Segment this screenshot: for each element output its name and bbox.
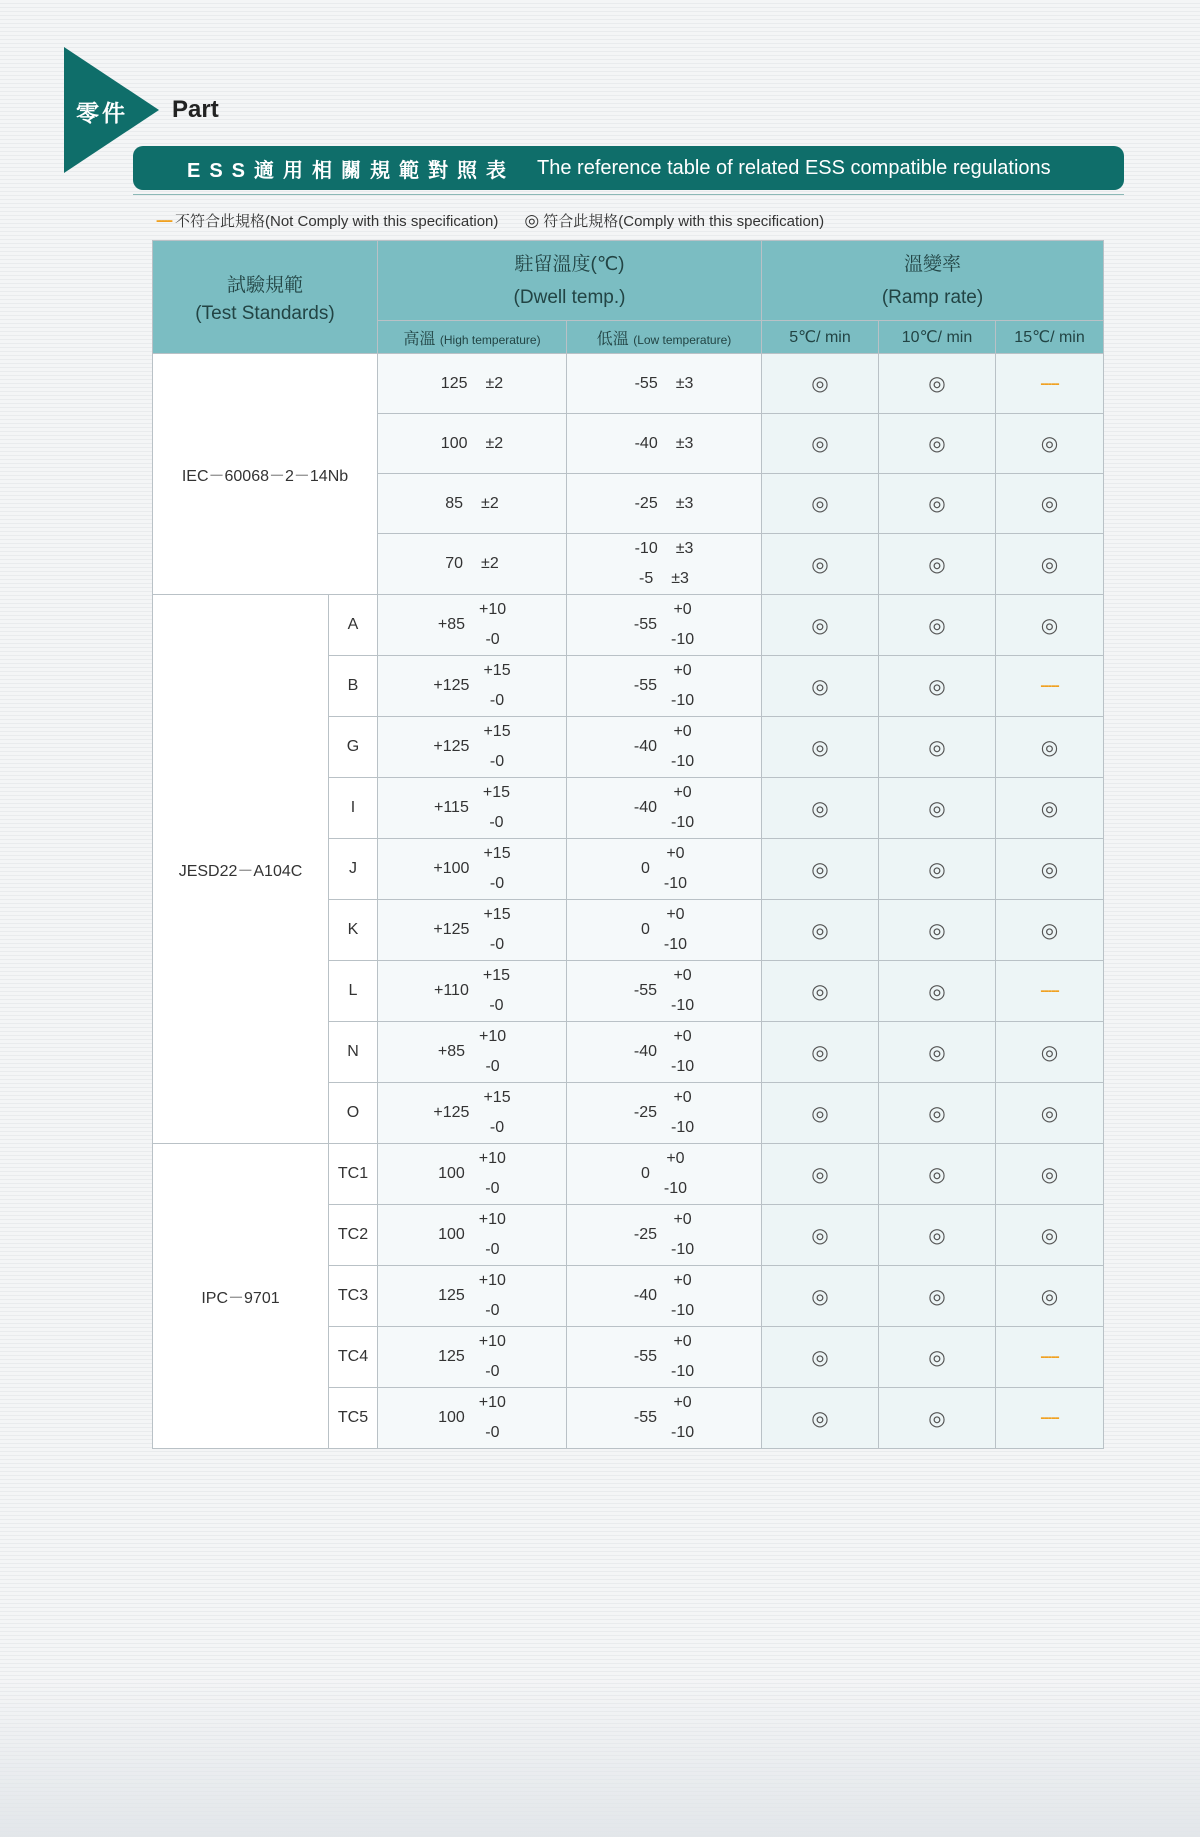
comply-circle-icon: ◎: [811, 1041, 829, 1064]
high-temp-cell: +125 +15 -0: [378, 717, 567, 778]
rate-5-cell: [762, 961, 879, 1022]
not-comply-dash-icon: -----: [1040, 374, 1059, 391]
rate-5-cell: [762, 839, 879, 900]
header-high-temp: 高溫 (High temperature): [378, 321, 567, 354]
condition-code: K: [329, 900, 378, 961]
rate-5-cell: [762, 595, 879, 656]
header-rate-10: 10℃/ min: [879, 321, 996, 354]
rate-15-cell: [996, 778, 1104, 839]
comply-circle-icon: ◎: [811, 1163, 829, 1186]
rate-15-cell: [996, 1144, 1104, 1205]
rate-15-cell: [996, 1388, 1104, 1449]
comply-circle-icon: ◎: [1040, 1102, 1059, 1125]
not-comply-dash-icon: -----: [1040, 677, 1059, 693]
high-temp-cell: +100 +15 -0: [378, 839, 567, 900]
condition-code: B: [329, 656, 378, 717]
low-temp-cell: 0 +0 -10: [567, 900, 762, 961]
high-temp-cell: 100 +10 -0: [378, 1388, 567, 1449]
part-label-en: Part: [172, 96, 219, 123]
high-temp-cell: 125 +10 -0: [378, 1266, 567, 1327]
rate-10-cell: [879, 961, 996, 1022]
condition-code: TC2: [329, 1205, 378, 1266]
legend-not-comply: 不符合此規格(Not Comply with this specification): [174, 213, 499, 230]
low-temp-cell: -40 +0 -10: [567, 1022, 762, 1083]
not-comply-dash-icon: -----: [1040, 1348, 1059, 1364]
comply-circle-icon: ◎: [1040, 797, 1059, 820]
low-temp-cell: -25 ±3: [567, 474, 762, 534]
rate-10-cell: [879, 595, 996, 656]
condition-code: G: [329, 717, 378, 778]
rate-5-cell: [762, 354, 879, 414]
banner-divider: [133, 194, 1124, 195]
comply-circle-icon: ◎: [811, 980, 829, 1003]
comply-circle-icon: ◎: [1040, 1163, 1059, 1186]
high-temp-cell: 100 ±2: [378, 414, 567, 474]
rate-10-cell: [879, 1144, 996, 1205]
high-temp-cell: 70 ±2: [378, 534, 567, 595]
comply-circle-icon: ◎: [1040, 736, 1059, 759]
condition-code: L: [329, 961, 378, 1022]
rate-5-cell: [762, 1083, 879, 1144]
comply-circle-icon: ◎: [811, 1102, 829, 1125]
header-low-temp: 低溫 (Low temperature): [567, 321, 762, 354]
rate-5-cell: [762, 1388, 879, 1449]
low-temp-cell: -55 +0 -10: [567, 595, 762, 656]
comply-circle-icon: ◎: [811, 614, 829, 637]
high-temp-cell: +125 +15 -0: [378, 900, 567, 961]
high-temp-cell: +85 +10 -0: [378, 1022, 567, 1083]
rate-15-cell: [996, 534, 1104, 595]
table-row: [153, 1144, 1104, 1205]
comply-circle-icon: ◎: [811, 493, 829, 515]
comply-circle-icon: ◎: [928, 858, 946, 881]
comply-circle-icon: ◎: [928, 1224, 946, 1247]
rate-15-cell: [996, 1327, 1104, 1388]
comply-circle-icon: ◎: [928, 675, 946, 698]
legend-comply: 符合此規格(Comply with this specification): [543, 213, 825, 230]
comply-circle-icon: ◎: [928, 1163, 946, 1186]
low-temp-cell: 0 +0 -10: [567, 839, 762, 900]
title-banner: [133, 146, 1124, 190]
comply-circle-icon: ◎: [928, 919, 946, 942]
comply-circle-icon: ◎: [811, 797, 829, 820]
comply-circle-icon: ◎: [811, 1407, 829, 1430]
low-temp-cell: -55 ±3: [567, 354, 762, 414]
low-temp-cell: -55 +0 -10: [567, 961, 762, 1022]
rate-15-cell: [996, 656, 1104, 717]
low-temp-cell: 0 +0 -10: [567, 1144, 762, 1205]
condition-code: TC1: [329, 1144, 378, 1205]
rate-5-cell: [762, 534, 879, 595]
comply-circle-icon: ◎: [1040, 1224, 1059, 1247]
not-comply-dash-icon: -----: [1040, 1409, 1059, 1425]
rate-15-cell: [996, 839, 1104, 900]
comply-circle-icon: ◎: [1040, 553, 1059, 576]
comply-circle-icon: ◎: [1040, 1041, 1059, 1064]
comply-circle-icon: ◎: [928, 1102, 946, 1125]
comply-circle-icon: ◎: [811, 553, 829, 576]
banner-title-en: The reference table of related ESS compatible regulations: [537, 156, 1051, 179]
rate-5-cell: [762, 1266, 879, 1327]
header-dwell-temp: 駐留溫度(℃) (Dwell temp.): [378, 241, 762, 321]
rate-10-cell: [879, 1083, 996, 1144]
rate-10-cell: [879, 656, 996, 717]
comply-circle-icon: ◎: [928, 553, 946, 576]
rate-15-cell: [996, 1022, 1104, 1083]
rate-5-cell: [762, 1144, 879, 1205]
condition-code: I: [329, 778, 378, 839]
low-temp-cell: -55 +0 -10: [567, 1327, 762, 1388]
low-temp-cell: -40 +0 -10: [567, 778, 762, 839]
not-comply-dash-icon: -----: [1040, 982, 1059, 998]
rate-15-cell: [996, 1083, 1104, 1144]
rate-10-cell: [879, 414, 996, 474]
low-temp-cell: -40 +0 -10: [567, 1266, 762, 1327]
condition-code: TC3: [329, 1266, 378, 1327]
standard-jesd: JESD22－A104C: [153, 595, 329, 1144]
rate-5-cell: [762, 778, 879, 839]
high-temp-cell: +115 +15 -0: [378, 778, 567, 839]
comply-circle-icon: ◎: [928, 797, 946, 820]
rate-10-cell: [879, 1327, 996, 1388]
rate-15-cell: [996, 595, 1104, 656]
rate-5-cell: [762, 900, 879, 961]
high-temp-cell: +110 +15 -0: [378, 961, 567, 1022]
rate-5-cell: [762, 474, 879, 534]
comply-circle-icon: ◎: [811, 858, 829, 881]
low-temp-cell: -25 +0 -10: [567, 1205, 762, 1266]
comply-circle-icon: ◎: [928, 1407, 946, 1430]
legend: [156, 210, 824, 231]
high-temp-cell: 125 ±2: [378, 354, 567, 414]
rate-10-cell: [879, 534, 996, 595]
low-temp-cell: -40 +0 -10: [567, 717, 762, 778]
low-temp-cell: -55 +0 -10: [567, 656, 762, 717]
header-rate-15: 15℃/ min: [996, 321, 1104, 354]
bottom-decoration: [0, 1677, 1200, 1837]
rate-10-cell: [879, 900, 996, 961]
low-temp-cell: -40 ±3: [567, 414, 762, 474]
standard-ipc: IPC－9701: [153, 1144, 329, 1449]
comply-circle-icon: ◎: [811, 433, 829, 455]
comply-circle-icon: ◎: [811, 919, 829, 942]
rate-10-cell: [879, 839, 996, 900]
rate-5-cell: [762, 1022, 879, 1083]
comply-circle-icon: ◎: [928, 1346, 946, 1369]
rate-15-cell: [996, 717, 1104, 778]
comply-circle-icon: ◎: [928, 1041, 946, 1064]
condition-code: N: [329, 1022, 378, 1083]
comply-circle-icon: ◎: [928, 980, 946, 1003]
comply-circle-icon: ◎: [928, 1285, 946, 1308]
rate-10-cell: [879, 778, 996, 839]
condition-code: A: [329, 595, 378, 656]
comply-circle-icon: ◎: [811, 736, 829, 759]
high-temp-cell: 100 +10 -0: [378, 1144, 567, 1205]
comply-circle-icon: ◎: [1040, 858, 1059, 881]
comply-circle-icon: ◎: [811, 675, 829, 698]
high-temp-cell: +125 +15 -0: [378, 656, 567, 717]
low-temp-cell: -55 +0 -10: [567, 1388, 762, 1449]
standard-iec: IEC－60068－2－14Nb: [153, 354, 378, 595]
rate-15-cell: [996, 961, 1104, 1022]
comply-circle-icon: ◎: [928, 736, 946, 759]
condition-code: TC4: [329, 1327, 378, 1388]
rate-15-cell: [996, 354, 1104, 414]
comply-circle-icon: ◎: [1040, 919, 1059, 942]
rate-15-cell: [996, 1266, 1104, 1327]
comply-circle-icon: ◎: [928, 493, 946, 515]
condition-code: J: [329, 839, 378, 900]
comply-circle-icon: ◎: [1040, 433, 1059, 455]
part-label-zh: 零件: [76, 100, 128, 126]
comply-circle-icon: ◎: [524, 210, 540, 230]
rate-15-cell: [996, 900, 1104, 961]
rate-15-cell: [996, 474, 1104, 534]
rate-5-cell: [762, 717, 879, 778]
rate-5-cell: [762, 1205, 879, 1266]
high-temp-cell: 100 +10 -0: [378, 1205, 567, 1266]
condition-code: TC5: [329, 1388, 378, 1449]
comply-circle-icon: ◎: [928, 614, 946, 637]
comply-circle-icon: ◎: [1040, 614, 1059, 637]
rate-15-cell: [996, 1205, 1104, 1266]
rate-10-cell: [879, 354, 996, 414]
rate-5-cell: [762, 1327, 879, 1388]
low-temp-cell: -25 +0 -10: [567, 1083, 762, 1144]
high-temp-cell: 85 ±2: [378, 474, 567, 534]
comply-circle-icon: ◎: [811, 1285, 829, 1308]
rate-5-cell: [762, 414, 879, 474]
comply-circle-icon: ◎: [928, 433, 946, 455]
rate-15-cell: [996, 414, 1104, 474]
comply-circle-icon: ◎: [811, 1346, 829, 1369]
high-temp-cell: +125 +15 -0: [378, 1083, 567, 1144]
table-row: [153, 354, 1104, 414]
comply-circle-icon: ◎: [1040, 493, 1059, 515]
not-comply-dash-icon: -----: [156, 212, 171, 229]
ess-reference-table: [152, 240, 1104, 1449]
banner-title-zh: ESS適用相關規範對照表: [187, 159, 516, 182]
comply-circle-icon: ◎: [928, 373, 946, 395]
comply-circle-icon: ◎: [811, 373, 829, 395]
rate-10-cell: [879, 1388, 996, 1449]
comply-circle-icon: ◎: [811, 1224, 829, 1247]
header-rate-5: 5℃/ min: [762, 321, 879, 354]
low-temp-cell: -10 ±3 -5 ±3: [567, 534, 762, 595]
rate-10-cell: [879, 1266, 996, 1327]
rate-10-cell: [879, 1022, 996, 1083]
condition-code: O: [329, 1083, 378, 1144]
rate-10-cell: [879, 474, 996, 534]
rate-5-cell: [762, 656, 879, 717]
comply-circle-icon: ◎: [1040, 1285, 1059, 1308]
header-test-standards: 試驗規範 (Test Standards): [153, 241, 378, 354]
rate-10-cell: [879, 717, 996, 778]
rate-10-cell: [879, 1205, 996, 1266]
high-temp-cell: +85 +10 -0: [378, 595, 567, 656]
high-temp-cell: 125 +10 -0: [378, 1327, 567, 1388]
header-ramp-rate: 溫變率 (Ramp rate): [762, 241, 1104, 321]
table-row: [153, 595, 1104, 656]
